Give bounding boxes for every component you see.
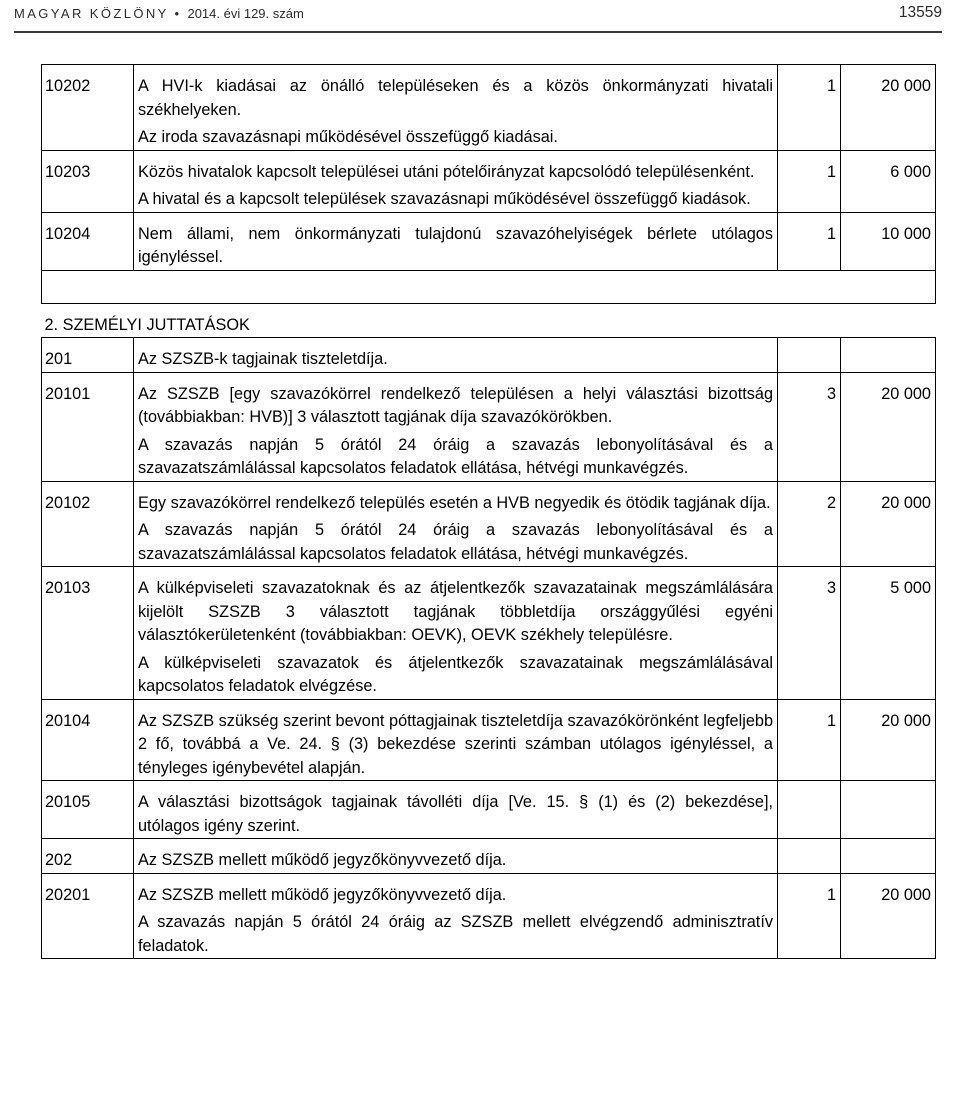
description-paragraph: Egy szavazókörrel rendelkező település esetén a HVB negyedik és ötödik tagjának díja.: [138, 493, 771, 512]
row-code: 20201: [42, 873, 134, 959]
row-amount: 20 000: [841, 699, 936, 781]
row-amount: 10 000: [841, 212, 936, 270]
description-paragraph: Nem állami, nem önkormányzati tulajdonú szavazóhelyiségek bérlete utólagos igényléssel.: [138, 224, 773, 266]
table-row: [42, 873, 936, 959]
row-description: [134, 338, 778, 373]
row-description: [134, 699, 778, 781]
budget-table: [41, 64, 936, 959]
description-paragraph: A választási bizottságok tagjainak távolléti díja [Ve. 15. § (1) és (2) bekezdése], utólagos igény szerint.: [138, 793, 773, 835]
table-row: [42, 212, 936, 270]
row-code: 202: [42, 839, 134, 874]
row-description: [134, 65, 778, 151]
row-code: 20101: [42, 372, 134, 481]
description-paragraph: Az SZSZB [egy szavazókörrel rendelkező településen a helyi választási bizottság (továbbiakban: HVB)] 3 választott tagjának díja szavazókörökben.: [138, 384, 773, 426]
row-quantity: 1: [778, 150, 841, 212]
row-amount: 20 000: [841, 481, 936, 567]
row-description: [134, 150, 778, 212]
description-paragraph: A szavazás napján 5 órától 24 óráig a szavazás lebonyolításával és a szavazatszámlálással kapcsolatos feladatok ellátása, hétvégi munkavégzés.: [138, 435, 773, 477]
row-quantity: [778, 338, 841, 373]
description-paragraph: Az iroda szavazásnapi működésével összefüggő kiadásai.: [138, 128, 558, 146]
table-row: [42, 781, 936, 839]
row-quantity: 2: [778, 481, 841, 567]
row-description: [134, 212, 778, 270]
table-row: [42, 481, 936, 567]
description-paragraph: A szavazás napján 5 órától 24 óráig az SZSZB mellett elvégzendő adminisztratív feladatok.: [138, 913, 773, 955]
table-body-part2: [42, 338, 936, 959]
table-row: [42, 150, 936, 212]
running-header: [14, 6, 304, 21]
row-quantity: [778, 839, 841, 874]
issue-date: 2014. évi 129. szám: [187, 6, 304, 21]
row-amount: 20 000: [841, 372, 936, 481]
description-paragraph: Közös hivatalok kapcsolt települései utáni pótelőirányzat kapcsolódó településenként.: [138, 162, 755, 181]
spacer-cell: [42, 270, 936, 303]
row-description: [134, 481, 778, 567]
description-paragraph: Az SZSZB mellett működő jegyzőkönyvvezető díja.: [138, 885, 507, 904]
table-row: [42, 839, 936, 874]
row-description: [134, 372, 778, 481]
row-code: 20105: [42, 781, 134, 839]
row-amount: 6 000: [841, 150, 936, 212]
row-quantity: 1: [778, 212, 841, 270]
row-amount: 20 000: [841, 873, 936, 959]
row-amount: 5 000: [841, 567, 936, 700]
description-paragraph: A HVI-k kiadásai az önálló településeken és a közös önkormányzati hivatali székhelyeken.: [138, 77, 773, 119]
table-spacer-body: [42, 270, 936, 338]
spacer-row: [42, 270, 936, 303]
row-code: 10202: [42, 65, 134, 151]
row-code: 20102: [42, 481, 134, 567]
row-code: 201: [42, 338, 134, 373]
table-row: [42, 65, 936, 151]
row-description: [134, 839, 778, 874]
row-code: 10204: [42, 212, 134, 270]
row-description: [134, 873, 778, 959]
description-paragraph: A külképviseleti szavazatoknak és az átjelentkezők szavazatainak megszámlálására kijelölt SZSZB 3 választott tagjának többletdíja országgyűlési egyéni választókerületenként (továbbiakban: OEVK), OEVK székhely településre.: [138, 579, 773, 644]
row-quantity: [778, 781, 841, 839]
row-quantity: 1: [778, 699, 841, 781]
table-row: [42, 338, 936, 373]
description-paragraph: A hivatal és a kapcsolt települések szavazásnapi működésével összefüggő kiadások.: [138, 190, 751, 208]
section-heading: 2. SZEMÉLYI JUTTATÁSOK: [42, 303, 936, 338]
journal-title: MAGYAR KÖZLÖNY: [14, 6, 169, 21]
row-amount: [841, 338, 936, 373]
header-bullet: •: [174, 6, 182, 21]
row-amount: 20 000: [841, 65, 936, 151]
row-amount: [841, 839, 936, 874]
table-row: [42, 567, 936, 700]
description-paragraph: Az SZSZB mellett működő jegyzőkönyvvezető díja.: [138, 851, 507, 869]
description-paragraph: Az SZSZB-k tagjainak tiszteletdíja.: [138, 350, 388, 368]
table-row: [42, 372, 936, 481]
table-row: [42, 699, 936, 781]
description-paragraph: A külképviseleti szavazatok és átjelentkezők szavazatainak megszámlálásával kapcsolatos feladatok elvégzése.: [138, 653, 773, 695]
row-description: [134, 781, 778, 839]
row-description: [134, 567, 778, 700]
page-number: 13559: [898, 4, 942, 21]
description-paragraph: Az SZSZB szükség szerint bevont póttagjainak tiszteletdíja szavazókörönként legfeljebb 2 fő, továbbá a Ve. 24. § (3) bekezdése szerinti számban utólagos igényléssel, a tényleges igénybevétel alapján.: [138, 711, 773, 777]
row-quantity: 3: [778, 372, 841, 481]
row-code: 10203: [42, 150, 134, 212]
row-quantity: 3: [778, 567, 841, 700]
row-code: 20103: [42, 567, 134, 700]
section-heading-row: [42, 303, 936, 338]
row-amount: [841, 781, 936, 839]
row-quantity: 1: [778, 65, 841, 151]
description-paragraph: A szavazás napján 5 órától 24 óráig a szavazás lebonyolításával és a szavazatszámlálással kapcsolatos feladatok ellátása, hétvégi munkavégzés.: [138, 521, 773, 563]
row-quantity: 1: [778, 873, 841, 959]
table-body-part1: [42, 65, 936, 271]
row-code: 20104: [42, 699, 134, 781]
header-rule: [14, 31, 942, 33]
